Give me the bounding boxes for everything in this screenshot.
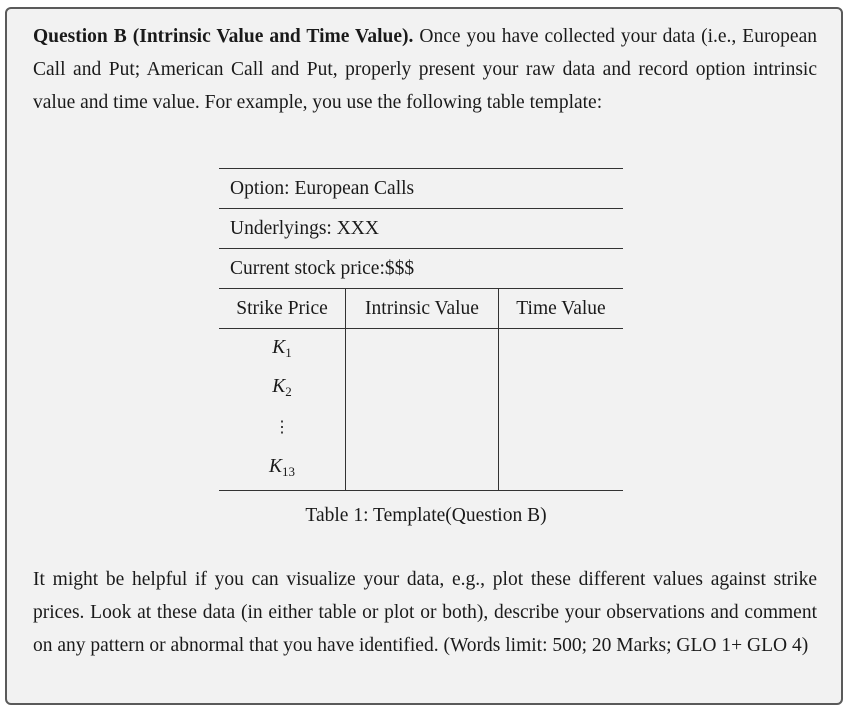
intrinsic-cell (346, 407, 499, 446)
header-strike-price: Strike Price (219, 289, 346, 329)
time-value-cell (499, 329, 624, 369)
question-intro-paragraph (33, 20, 817, 119)
template-table (219, 168, 623, 491)
strike-k2-sub: 2 (285, 383, 292, 399)
question-title: Question B (Intrinsic Value and Time Value). (33, 26, 414, 47)
intrinsic-cell (346, 368, 499, 407)
header-intrinsic-value: Intrinsic Value (346, 289, 499, 329)
vertical-dots: ⋮ (274, 418, 290, 436)
stock-price-row: Current stock price:$$$ (219, 249, 623, 289)
time-value-cell (499, 407, 624, 446)
strike-k1-base: K (272, 336, 286, 358)
question-intro-text: Once you have collected your data (i.e., European Call and Put; American Call and Put, properly present your raw data and record option intrinsic value and time value. For example, you use the following table template: (33, 26, 817, 113)
strike-k13 (219, 446, 346, 491)
strike-k13-sub: 13 (282, 464, 295, 479)
strike-vdots (219, 407, 346, 446)
intrinsic-cell (346, 329, 499, 369)
closing-paragraph: It might be helpful if you can visualize your data, e.g., plot these different values against strike prices. Look at these data (in either table or plot or both), describe your observations and comment on any pattern or abnormal that you have identified. (Words limit: 500; 20 Marks; GLO 1+ GLO 4) (33, 569, 817, 656)
option-row: Option: European Calls (219, 169, 623, 209)
strike-k1 (219, 329, 346, 369)
strike-k1-sub: 1 (285, 344, 292, 360)
header-time-value: Time Value (499, 289, 624, 329)
time-value-cell (499, 368, 624, 407)
time-value-cell (499, 446, 624, 491)
underlyings-row: Underlyings: XXX (219, 209, 623, 249)
table-caption: Table 1: Template(Question B) (305, 505, 547, 526)
intrinsic-cell (346, 446, 499, 491)
strike-k2-base: K (272, 375, 286, 397)
strike-k13-base: K (268, 456, 282, 477)
strike-k2 (219, 368, 346, 407)
